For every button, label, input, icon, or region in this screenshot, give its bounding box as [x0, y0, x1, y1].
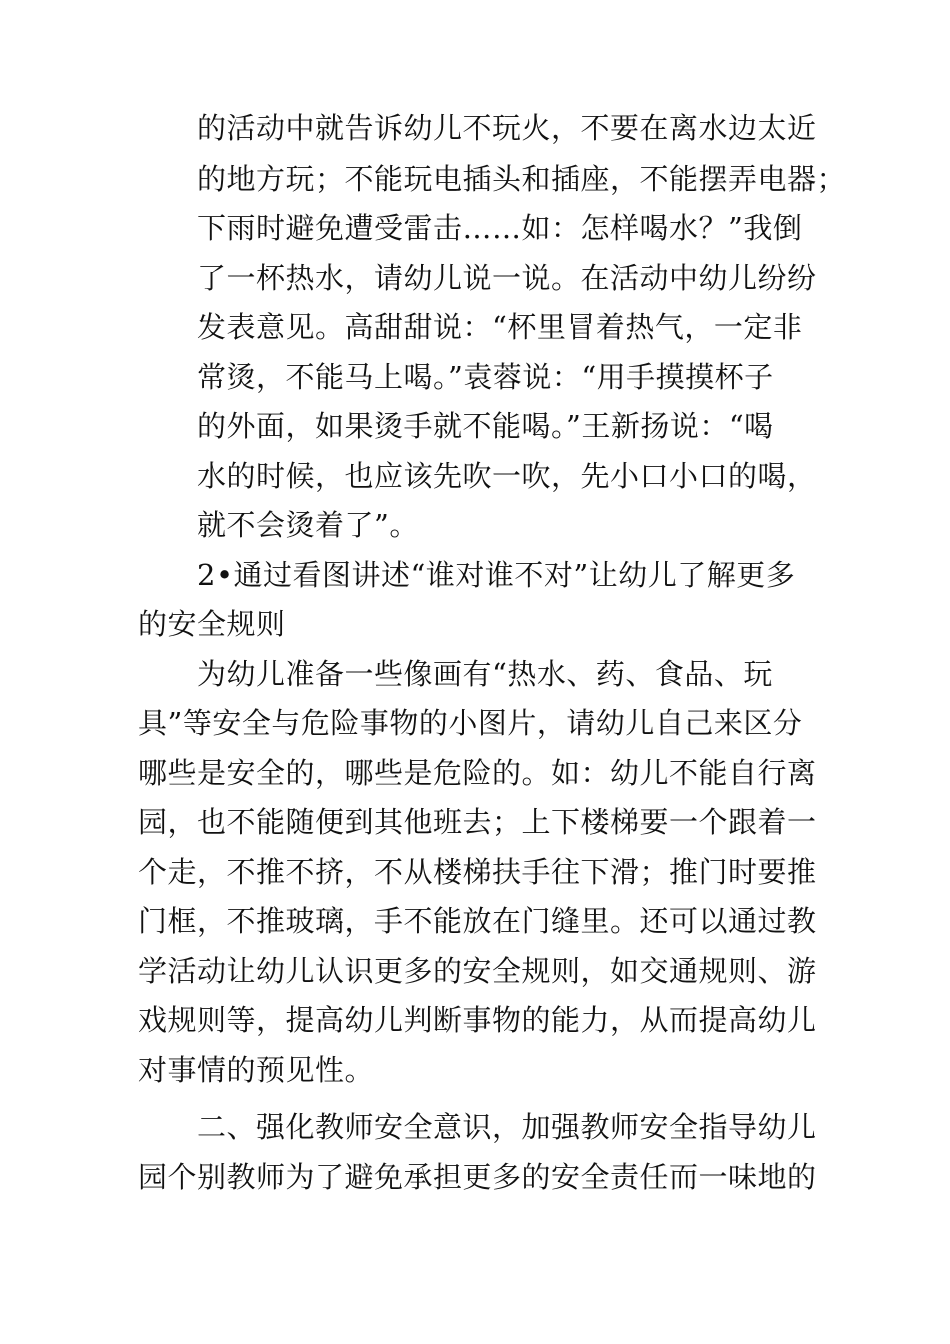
text-line: 的外面，如果烫手就不能喝。”王新扬说：“喝 — [197, 409, 774, 443]
section-heading: 的安全规则 — [138, 607, 286, 641]
text-line: 常烫，不能马上喝。”袁蓉说：“用手摸摸杯子 — [197, 360, 774, 394]
text-line: 发表意见。高甜甜说：“杯里冒着热气，一定非 — [197, 310, 803, 344]
text-line: 的活动中就告诉幼儿不玩火，不要在离水边太近 — [197, 111, 817, 145]
section-heading: 2•通过看图讲述“谁对谁不对”让幼儿了解更多 — [197, 558, 796, 592]
text-line: 二、强化教师安全意识，加强教师安全指导幼儿 — [197, 1110, 817, 1144]
text-line: 就不会烫着了”。 — [197, 508, 419, 542]
text-line: 园，也不能随便到其他班去；上下楼梯要一个跟着一 — [138, 805, 817, 839]
text-line: 门框，不推玻璃，手不能放在门缝里。还可以通过教 — [138, 904, 817, 938]
text-line: 对事情的预见性。 — [138, 1053, 375, 1087]
text-line: 园个别教师为了避免承担更多的安全责任而一味地的 — [138, 1160, 817, 1194]
text-line: 戏规则等，提高幼儿判断事物的能力，从而提高幼儿 — [138, 1003, 817, 1037]
text-line: 了一杯热水，请幼儿说一说。在活动中幼儿纷纷 — [197, 261, 817, 295]
text-line: 哪些是安全的，哪些是危险的。如：幼儿不能自行离 — [138, 756, 817, 790]
text-line: 水的时候，也应该先吹一吹，先小口小口的喝， — [197, 459, 817, 493]
text-line: 的地方玩；不能玩电插头和插座，不能摆弄电器； — [197, 162, 847, 196]
text-line: 下雨时避免遭受雷击……如：怎样喝水？”我倒 — [197, 211, 803, 245]
text-line: 个走，不推不挤，不从楼梯扶手往下滑；推门时要推 — [138, 855, 817, 889]
text-line: 具”等安全与危险事物的小图片，请幼儿自己来区分 — [138, 706, 803, 740]
text-line: 为幼儿准备一些像画有“热水、药、食品、玩 — [197, 657, 773, 691]
text-line: 学活动让幼儿认识更多的安全规则，如交通规则、游 — [138, 954, 817, 988]
